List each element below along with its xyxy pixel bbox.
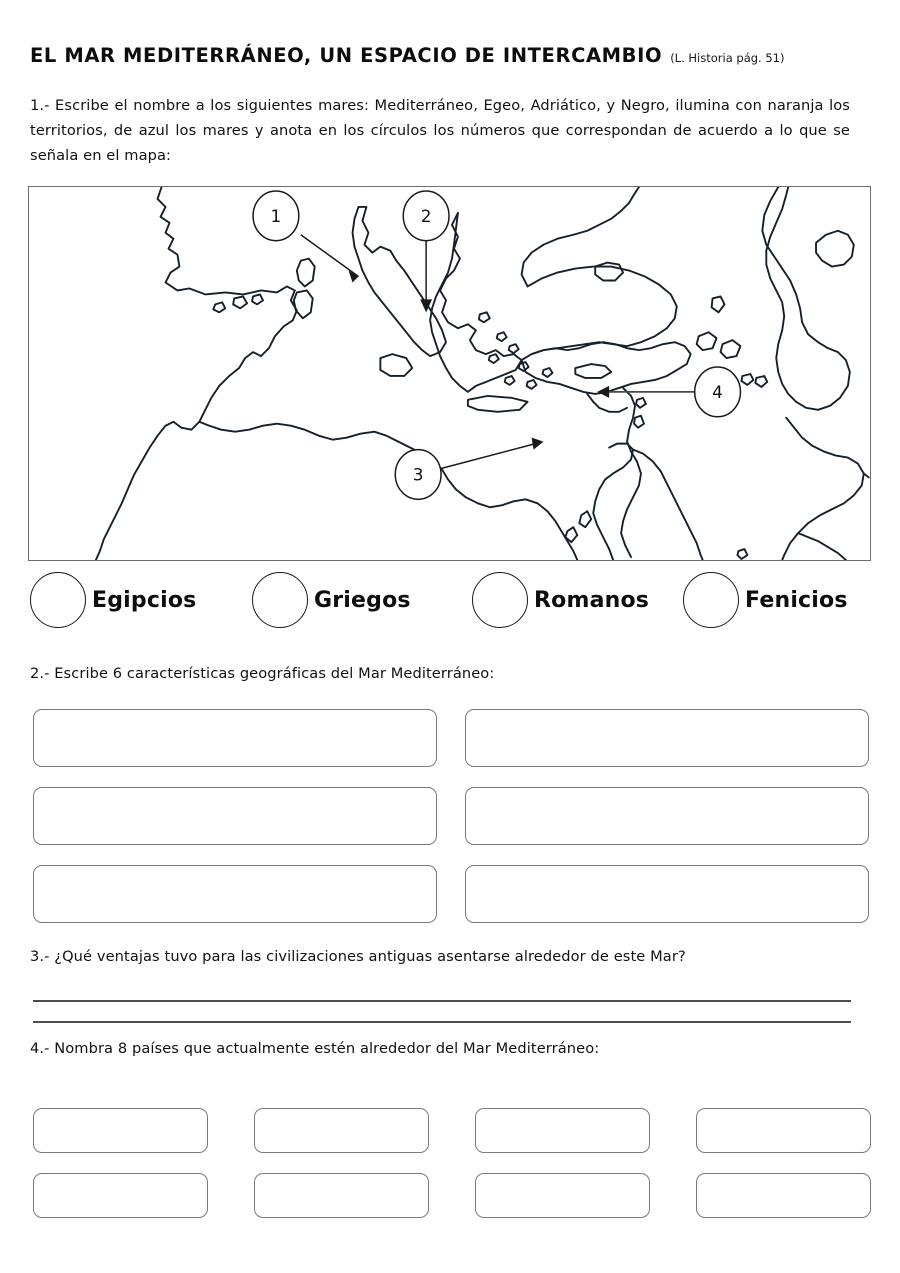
question-2-instruction: 2.- Escribe 6 características geográficas del Mar Mediterráneo:	[30, 665, 495, 682]
question-2-answer-box-3[interactable]	[33, 787, 437, 845]
civilization-item-griegos[interactable]	[252, 570, 411, 630]
question-2-answer-box-4[interactable]	[465, 787, 869, 845]
map-callout-2-number: 2	[420, 205, 432, 226]
question-4-country-box-1[interactable]	[33, 1108, 208, 1153]
civilization-circle-egipcios[interactable]	[30, 572, 86, 628]
question-3-write-line-1[interactable]	[33, 1000, 851, 1002]
civilization-answer-row	[30, 570, 875, 630]
civilization-circle-romanos[interactable]	[472, 572, 528, 628]
question-4-answer-grid	[33, 1108, 869, 1218]
question-2-answer-box-1[interactable]	[33, 709, 437, 767]
question-1-instruction: 1.- Escribe el nombre a los siguientes mares: Mediterráneo, Egeo, Adriático, y Negro, ilumina con naranja los territorios, de azul los mares y anota en los círculos los números que correspondan de acuerdo a lo que se señala en el mapa:	[30, 97, 850, 164]
question-4-country-box-7[interactable]	[475, 1173, 650, 1218]
civilization-label-fenicios: Fenicios	[745, 587, 848, 613]
page-title	[30, 44, 875, 67]
mediterranean-map	[28, 186, 871, 561]
civilization-label-romanos: Romanos	[534, 587, 650, 613]
civilization-label-egipcios: Egipcios	[92, 587, 197, 613]
question-4-country-box-5[interactable]	[33, 1173, 208, 1218]
question-2-answer-grid	[33, 709, 869, 923]
page-title-reference: (L. Historia pág. 51)	[670, 51, 785, 65]
map-callout-3-number: 3	[412, 464, 424, 485]
page-title-main: EL MAR MEDITERRÁNEO, UN ESPACIO DE INTERCAMBIO	[30, 44, 663, 67]
map-callout-4-number: 4	[712, 381, 723, 402]
question-4-country-box-8[interactable]	[696, 1173, 871, 1218]
question-4-country-box-2[interactable]	[254, 1108, 429, 1153]
question-3-instruction: 3.- ¿Qué ventajas tuvo para las civilizaciones antiguas asentarse alrededor de este Mar?	[30, 948, 686, 965]
question-4-instruction: 4.- Nombra 8 países que actualmente estén alrededor del Mar Mediterráneo:	[30, 1040, 600, 1057]
question-4-country-box-6[interactable]	[254, 1173, 429, 1218]
civilization-item-romanos[interactable]	[472, 570, 649, 630]
question-2-answer-box-5[interactable]	[33, 865, 437, 923]
question-2-answer-box-2[interactable]	[465, 709, 869, 767]
map-callout-1-number: 1	[270, 205, 282, 226]
question-4-country-box-4[interactable]	[696, 1108, 871, 1153]
question-3-write-line-2[interactable]	[33, 1021, 851, 1023]
civilization-circle-griegos[interactable]	[252, 572, 308, 628]
map-callout-1	[253, 191, 358, 283]
civilization-item-fenicios[interactable]	[683, 570, 848, 630]
civilization-label-griegos: Griegos	[314, 587, 411, 613]
question-2-answer-box-6[interactable]	[465, 865, 869, 923]
civilization-circle-fenicios[interactable]	[683, 572, 739, 628]
question-4-country-box-3[interactable]	[475, 1108, 650, 1153]
civilization-item-egipcios[interactable]	[30, 570, 196, 630]
